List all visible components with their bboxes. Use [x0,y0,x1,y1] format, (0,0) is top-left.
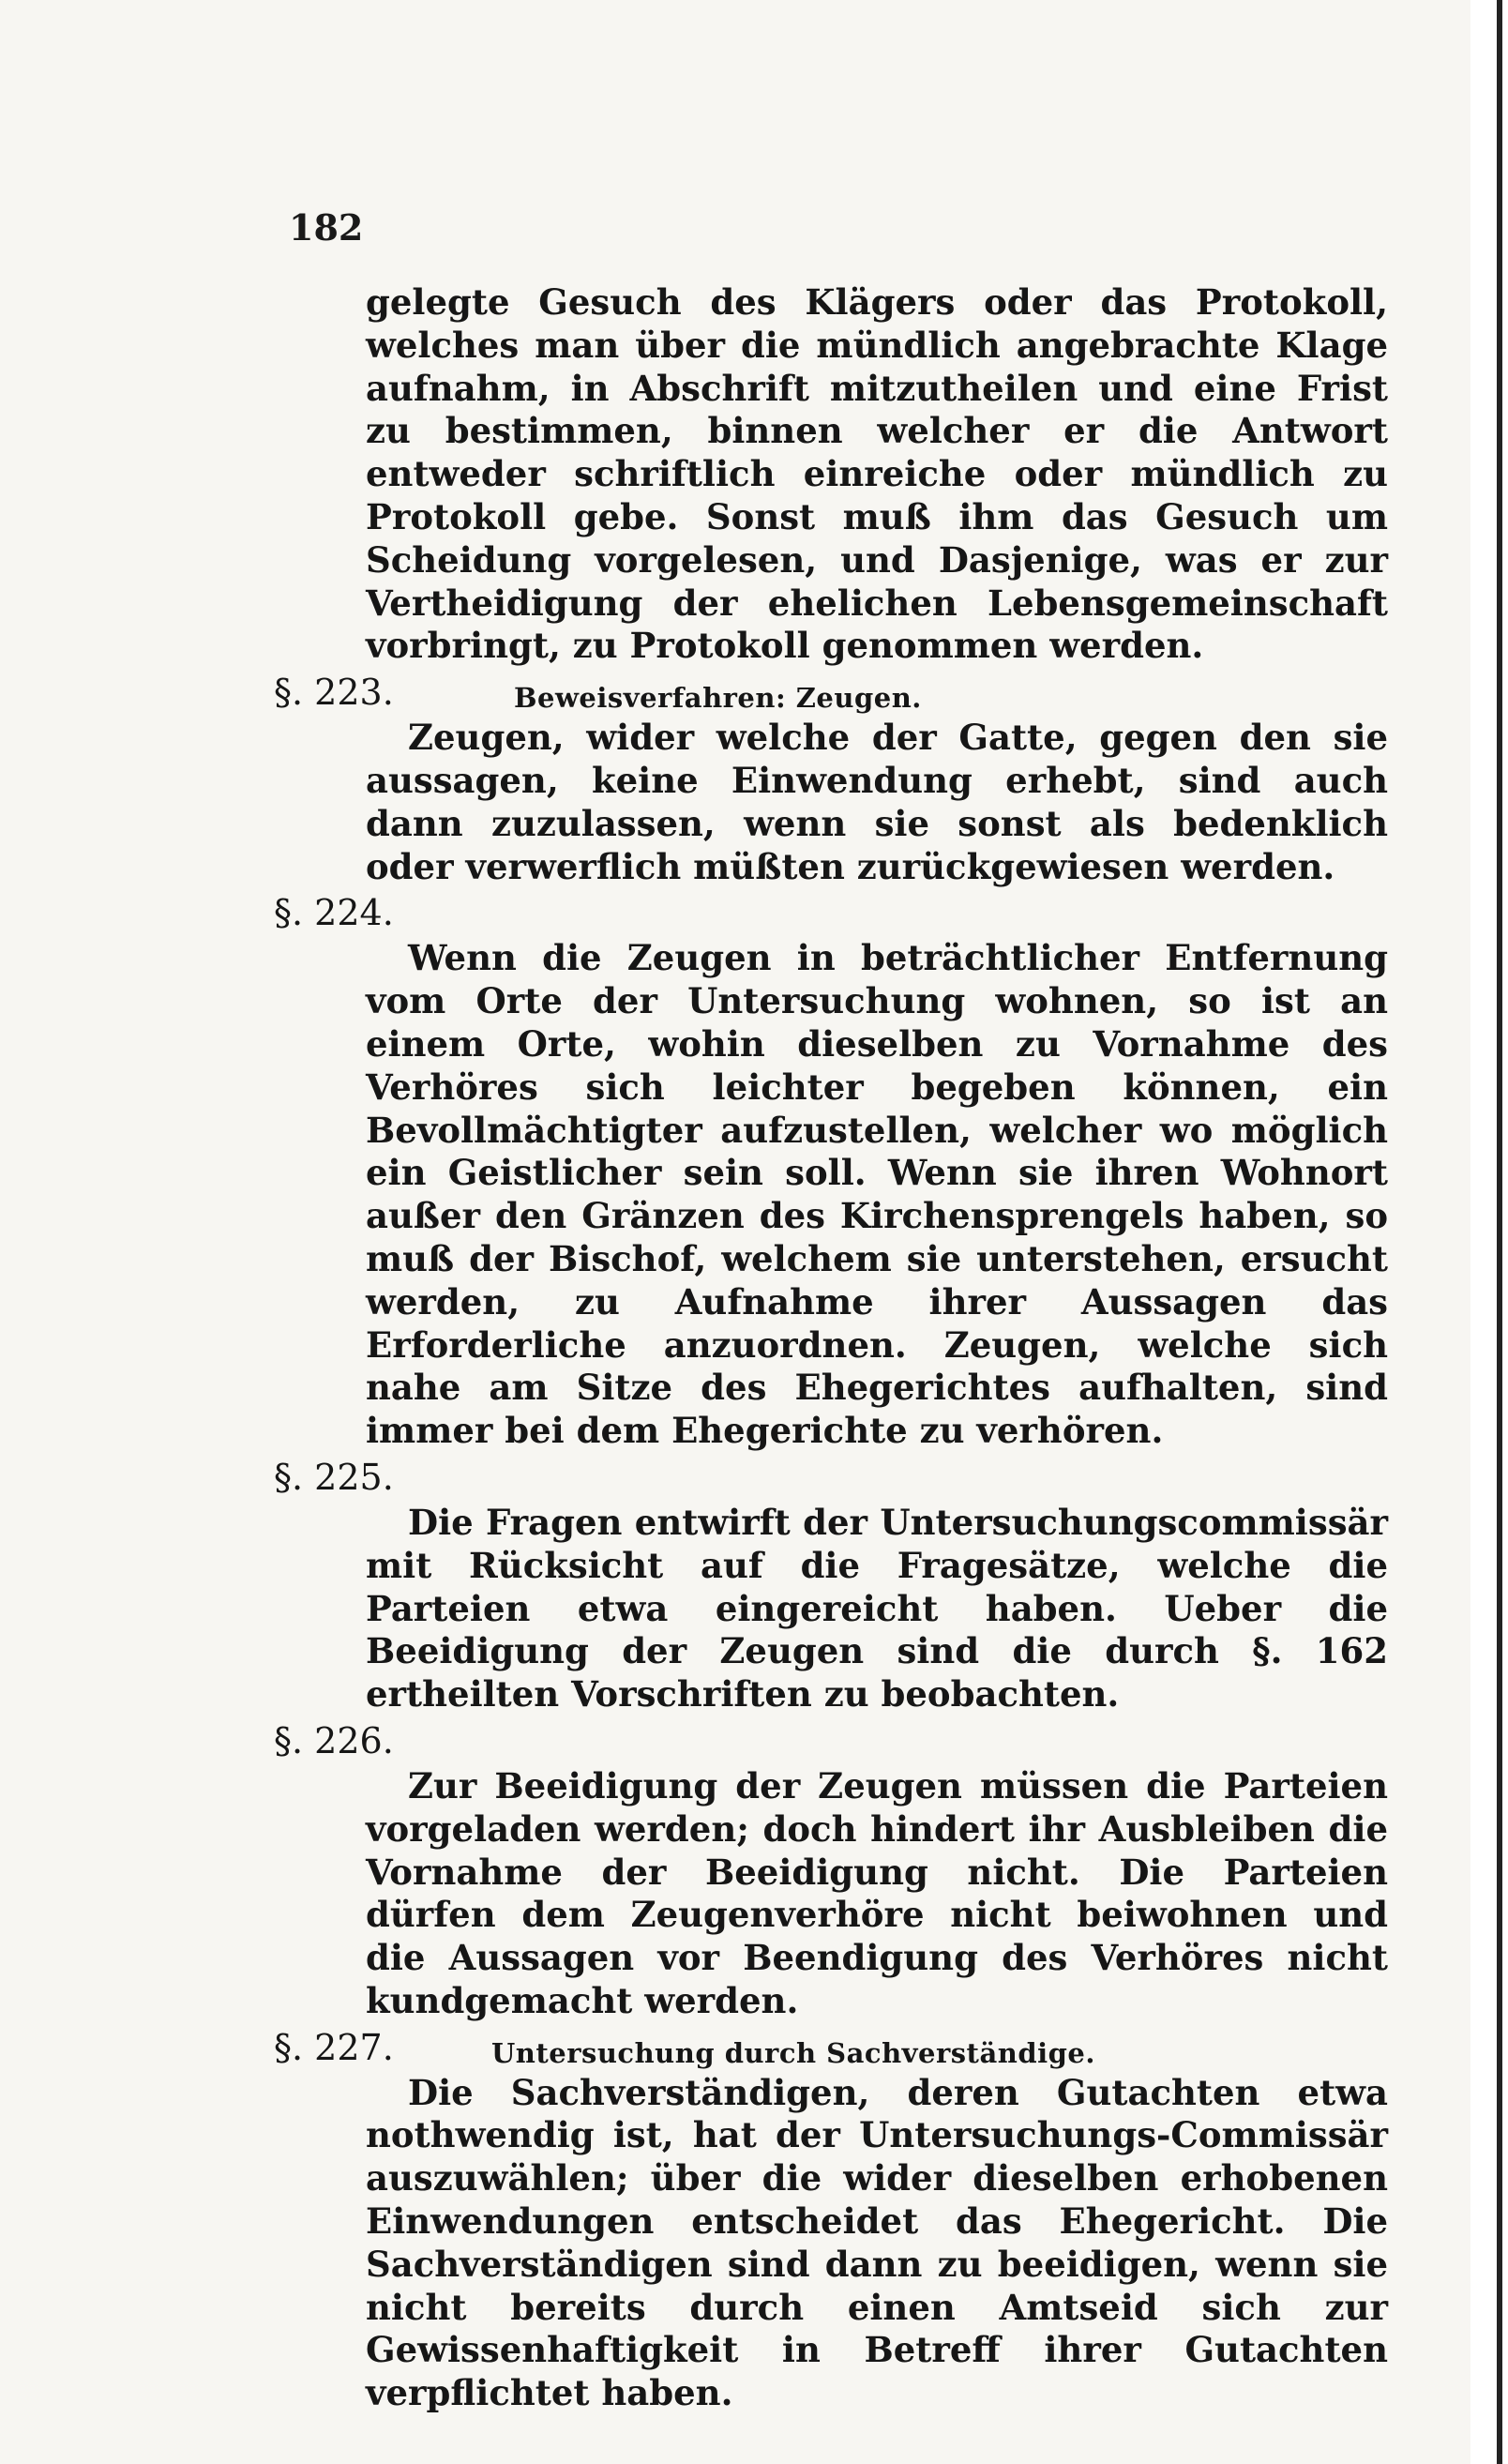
section-header-225 [274,1453,1388,1502]
section-heading: Beweisverfahren: Zeugen. [514,682,922,715]
scan-edge-line [1497,0,1502,2464]
paragraph: Die Sachverständigen, deren Gutachten etwa nothwendig ist, hat der Untersuchungs-Commissär auszuwählen; über die wider dieselben erhobenen Einwendungen entscheidet das Ehegericht. Die Sachverständigen sind dann zu beeidigen, wenn sie nicht bereits durch einen Amtseid sich zur Gewissenhaftigkeit in Betreff ihrer Gutachten verpflichtet haben. [366,2071,1388,2414]
section-number: §. 227. [274,2026,394,2068]
section-number: §. 224. [274,892,394,934]
paragraph: Zur Beeidigung der Zeugen müssen die Parteien vorgeladen werden; doch hindert ihr Ausbleiben die Vornahme der Beeidigung nicht. Die Parteien dürfen dem Zeugenverhöre nicht beiwohnen und die Aussagen vor Beendigung des Verhöres nicht kundgemacht werden. [366,1764,1388,2021]
scan-border [1470,0,1508,2464]
section-number: §. 226. [274,1719,394,1761]
paragraph: Die Fragen entwirft der Untersuchungscommissär mit Rücksicht auf die Fragesätze, welche die Parteien etwa eingereicht haben. Ueber die Beeidigung der Zeugen sind die durch §. 162 ertheilten Vorschriften zu beobachten. [366,1501,1388,1716]
paragraph: gelegte Gesuch des Klägers oder das Protokoll, welches man über die mündlich angebrachte Klage aufnahm, in Abschrift mitzutheilen und eine Frist zu bestimmen, binnen welcher er die Antwort entweder schriftlich einreiche oder mündlich zu Protokoll gebe. Sonst muß ihm das Gesuch um Scheidung vorgelesen, und Dasjenige, was er zur Vertheidigung der ehelichen Lebensgemeinschaft vorbringt, zu Protokoll genommen werden. [366,281,1388,667]
section-heading: Untersuchung durch Sachverständige. [491,2036,1095,2069]
section-header-226 [274,1716,1388,1765]
paragraph: Zeugen, wider welche der Gatte, gegen den sie aussagen, keine Einwendung erhebt, sind auch dann zuzulassen, wenn sie sonst als bedenklich oder verwerflich müßten zurückgewiesen werden. [366,717,1388,887]
section-number: §. 223. [274,672,394,714]
page-number: 182 [289,206,364,249]
paragraph: Wenn die Zeugen in beträchtlicher Entfernung vom Orte der Untersuchung wohnen, so ist an einem Orte, wohin dieselben zu Vornahme des Verhöres sich leichter begeben können, ein Bevollmächtigter aufzustellen, welcher wo möglich ein Geistlicher sein soll. Wenn sie ihren Wohnort außer den Gränzen des Kirchensprengels haben, so muß der Bischof, welchem sie unterstehen, ersucht werden, zu Aufnahme ihrer Aussagen das Erforderliche anzuordnen. Zeugen, welche sich nahe am Sitze des Ehegerichtes aufhalten, sind immer bei dem Ehegerichte zu verhören. [366,937,1388,1452]
section-header-224 [274,888,1388,937]
page-body [274,281,1388,2415]
section-number: §. 225. [274,1456,394,1498]
section-header-223 [274,668,1388,717]
section-header-227 [274,2023,1388,2072]
